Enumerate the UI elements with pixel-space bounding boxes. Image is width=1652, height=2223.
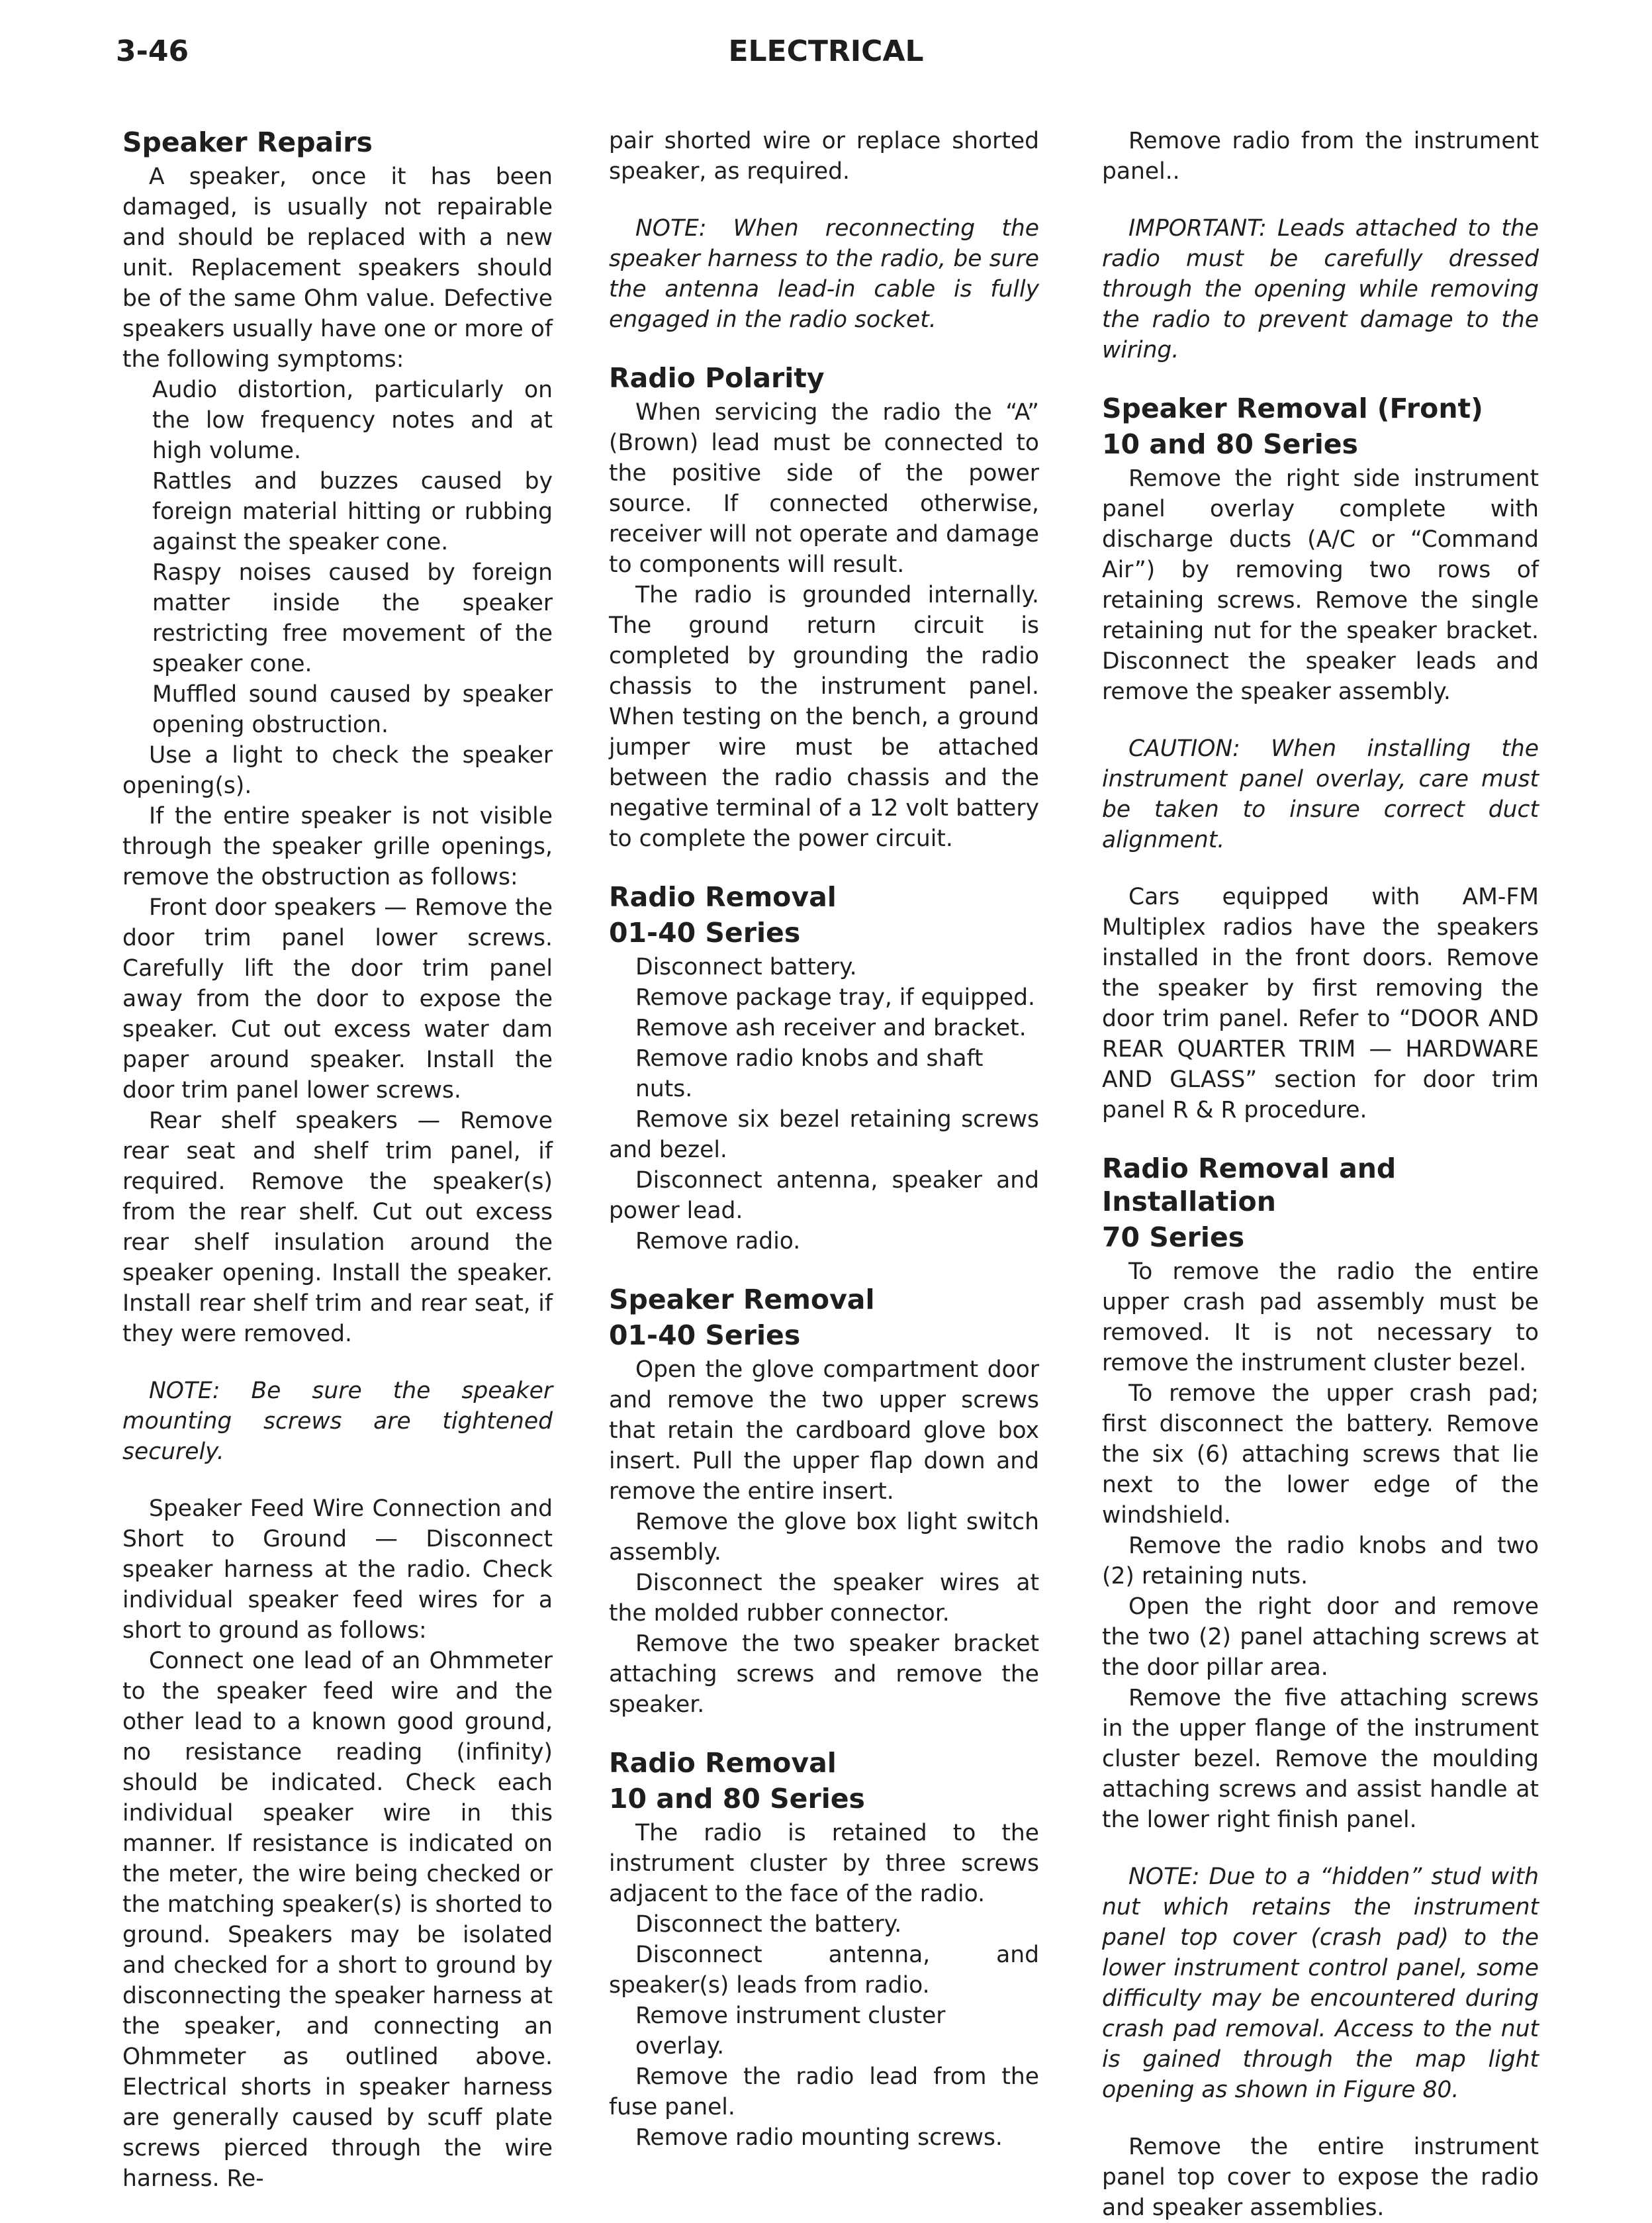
heading-radio-polarity: Radio Polarity: [609, 362, 825, 394]
column-middle: [609, 126, 1039, 2153]
heading-radio-removal: Radio Removal: [609, 881, 837, 913]
paragraph: When servicing the radio the “A” (Brown) lead must be connected to the positive side of the power source. If connected otherwise, receiver will not operate and damage to components will result.: [609, 399, 1039, 578]
paragraph: Open the glove compartment door and remove the two upper screws that retain the cardboard glove box insert. Pull the upper flap down and remove the entire insert.: [609, 1356, 1039, 1505]
symptom-item: Muffled sound caused by speaker opening obstruction.: [152, 681, 553, 738]
paragraph: Remove the two speaker bracket attaching screws and remove the speaker.: [609, 1631, 1039, 1718]
column-left: [122, 126, 553, 2194]
paragraph: To remove the radio the entire upper crash pad assembly must be removed. It is not necessary to remove the instrument cluster bezel.: [1102, 1258, 1539, 1376]
paragraph: The radio is grounded internally. The ground return circuit is completed by grounding the radio chassis to the instrument panel. When testing on the bench, a ground jumper wire must be attached between the radio chassis and the negative terminal of a 12 volt battery to complete the power circuit.: [609, 582, 1039, 852]
step-item: Disconnect the battery.: [635, 1911, 902, 1938]
step-item: Remove six bezel retaining screws and bezel.: [609, 1106, 1039, 1163]
paragraph: Use a light to check the speaker opening(s).: [122, 742, 553, 799]
running-head: ELECTRICAL: [728, 34, 924, 68]
paragraph: Open the right door and remove the two (2) panel attaching screws at the door pillar area.: [1102, 1593, 1539, 1681]
step-item: Remove instrument cluster overlay.: [635, 2003, 946, 2059]
subheading-series: 70 Series: [1102, 1221, 1245, 1253]
subheading-series: 01-40 Series: [609, 917, 801, 949]
paragraph: If the entire speaker is not visible through the speaker grille openings, remove the obstruction as follows:: [122, 803, 553, 890]
subheading-series: 10 and 80 Series: [1102, 428, 1358, 460]
column-right: [1102, 126, 1539, 2223]
step-item: Remove package tray, if equipped.: [635, 984, 1035, 1011]
page-number: 3-46: [116, 34, 189, 68]
step-item: Remove radio mounting screws.: [635, 2124, 1003, 2151]
step-item: Remove ash receiver and bracket.: [635, 1015, 1027, 1041]
heading-speaker-repairs: Speaker Repairs: [122, 126, 373, 158]
paragraph: Rear shelf speakers — Remove rear seat and shelf trim panel, if required. Remove the speaker(s) from the rear shelf. Cut out excess rear shelf insulation around the speaker opening. Install the speaker. Install rear shelf trim and rear seat, if they were removed.: [122, 1108, 553, 1347]
step-item: Remove the radio lead from the fuse panel.: [609, 2063, 1039, 2120]
paragraph: A speaker, once it has been damaged, is usually not repairable and should be replaced with a new unit. Replacement speakers should be of the same Ohm value. Defective speakers usually have one or more of the following symptoms:: [122, 164, 553, 373]
heading-speaker-removal-front: Speaker Removal (Front): [1102, 393, 1483, 424]
paragraph: pair shorted wire or replace shorted speaker, as required.: [609, 128, 1039, 185]
note-important: IMPORTANT: Leads attached to the radio must be carefully dressed through the opening while removing the radio to prevent damage to the wiring.: [1102, 215, 1539, 363]
symptom-item: Audio distortion, particularly on the low frequency notes and at high volume.: [152, 377, 553, 464]
paragraph: Remove the radio knobs and two (2) retaining nuts.: [1102, 1533, 1539, 1589]
symptom-item: Rattles and buzzes caused by foreign material hitting or rubbing against the speaker cone.: [152, 468, 553, 555]
symptom-item: Raspy noises caused by foreign matter inside the speaker restricting free movement of the speaker cone.: [152, 559, 553, 677]
note: NOTE: Due to a “hidden” stud with nut which retains the instrument panel top cover (crash pad) to the lower instrument control panel, some difficulty may be encountered during crash pad removal. Access to the nut is gained through the map light opening as shown in Figure 80.: [1102, 1864, 1539, 2103]
subheading-series: 01-40 Series: [609, 1319, 801, 1351]
note: NOTE: Be sure the speaker mounting screws are tightened securely.: [122, 1378, 553, 1465]
heading-radio-removal-installation: Radio Removal and Installation: [1102, 1153, 1397, 1217]
paragraph: To remove the upper crash pad; first disconnect the battery. Remove the six (6) attaching screws that lie next to the lower edge of the windshield.: [1102, 1380, 1539, 1529]
heading-radio-removal: Radio Removal: [609, 1747, 837, 1779]
paragraph: Remove the glove box light switch assembly.: [609, 1509, 1039, 1566]
heading-speaker-removal: Speaker Removal: [609, 1284, 875, 1315]
step-item: Remove radio.: [635, 1228, 801, 1254]
paragraph: Speaker Feed Wire Connection and Short to Ground — Disconnect speaker harness at the radio. Check individual speaker feed wires for a short to ground as follows:: [122, 1495, 553, 1644]
paragraph: Cars equipped with AM-FM Multiplex radios have the speakers installed in the front doors. Remove the speaker by first removing the door trim panel. Refer to “DOOR AND REAR QUARTER TRIM — HARDWARE AND GLASS” section for door trim panel R & R procedure.: [1102, 884, 1539, 1123]
step-item: Disconnect battery.: [635, 954, 857, 980]
step-item: Remove radio knobs and shaft nuts.: [635, 1045, 984, 1102]
paragraph: Remove radio from the instrument panel..: [1102, 128, 1539, 185]
paragraph: Remove the entire instrument panel top cover to expose the radio and speaker assemblies.: [1102, 2134, 1539, 2221]
paragraph: Remove the right side instrument panel overlay complete with discharge ducts (A/C or “Command Air”) by removing two rows of retaining screws. Remove the single retaining nut for the speaker bracket. Disconnect the speaker leads and remove the speaker assembly.: [1102, 465, 1539, 705]
paragraph: Front door speakers — Remove the door trim panel lower screws. Carefully lift the door trim panel away from the door to expose the speaker. Cut out excess water dam paper around speaker. Install the door trim panel lower screws.: [122, 894, 553, 1104]
paragraph: Disconnect the speaker wires at the molded rubber connector.: [609, 1570, 1039, 1627]
note: NOTE: When reconnecting the speaker harness to the radio, be sure the antenna lead-in cable is fully engaged in the radio socket.: [609, 215, 1039, 333]
paragraph: Connect one lead of an Ohmmeter to the speaker feed wire and the other lead to a known good ground, no resistance reading (infinity) should be indicated. Check each individual speaker wire in this manner. If resistance is indicated on the meter, the wire being checked or the matching speaker(s) is shorted to ground. Speakers may be isolated and checked for a short to ground by disconnecting the speaker harness at the speaker, and connecting an Ohmmeter as outlined above. Electrical shorts in speaker harness are generally caused by scuff plate screws pierced through the wire harness. Re-: [122, 1648, 553, 2192]
step-item: Disconnect antenna, and speaker(s) leads from radio.: [609, 1942, 1039, 1999]
paragraph: The radio is retained to the instrument cluster by three screws adjacent to the face of the radio.: [609, 1820, 1039, 1907]
subheading-series: 10 and 80 Series: [609, 1783, 865, 1815]
paragraph: Remove the five attaching screws in the upper flange of the instrument cluster bezel. Remove the moulding attaching screws and assist handle at the lower right finish panel.: [1102, 1685, 1539, 1833]
step-item: Disconnect antenna, speaker and power lead.: [609, 1167, 1039, 1224]
note-caution: CAUTION: When installing the instrument panel overlay, care must be taken to insure correct duct alignment.: [1102, 735, 1539, 853]
